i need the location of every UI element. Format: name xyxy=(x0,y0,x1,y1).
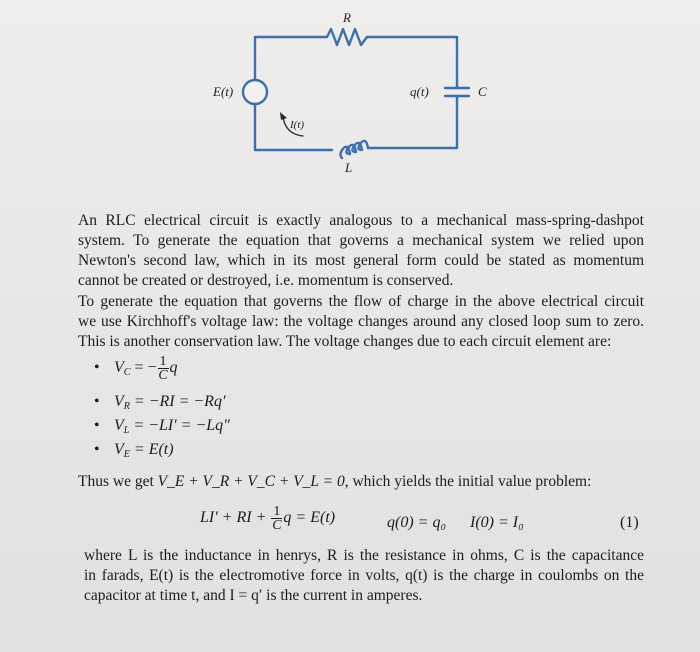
initial-condition-q: q(0) = q₀ xyxy=(387,514,447,531)
text-line: This is another conservation law. The voltage changes due to each circuit element are: xyxy=(78,333,612,350)
circuit-wires xyxy=(255,29,469,158)
charge-label: q(t) xyxy=(410,84,429,99)
current-label: I(t) xyxy=(290,119,305,131)
fraction: $\frac{1}{C}$ xyxy=(158,354,168,383)
bullet-ve: • $V_E = E(t)$ xyxy=(94,441,174,460)
text-line: An RLC electrical circuit is exactly analogous to a mechanical mass-spring-dashpot xyxy=(78,212,644,229)
text-line: cannot be created or destroyed, i.e. momentum is conserved. xyxy=(78,272,454,289)
rlc-circuit-diagram xyxy=(0,0,700,200)
inductor-symbol xyxy=(341,141,369,158)
text-line: in farads, E(t) is the electromotive force in volts, q(t) is the charge in coulombs on the xyxy=(84,567,644,584)
initial-condition-i: I(0) = I₀ xyxy=(470,514,524,531)
paragraph-definitions xyxy=(84,546,644,606)
capacitor-label: C xyxy=(478,84,487,99)
wire-right-bottom xyxy=(368,96,457,148)
bullet-vr: • $V_R = -RI = -Rq'$ xyxy=(94,393,226,412)
wire-top-left xyxy=(255,37,327,80)
text-line: Newton's second law, which in its most general form could be stated as momentum xyxy=(78,252,644,269)
inductor-label: L xyxy=(345,160,353,175)
paragraph-kirchhoff xyxy=(78,292,644,352)
equation-number: (1) xyxy=(620,514,639,531)
paragraph-thus: Thus we get V_E + V_R + V_C + V_L = 0, which yields the initial value problem: xyxy=(78,473,592,490)
text-line: capacitor at time t, and I = q′ is the current in amperes. xyxy=(84,587,423,604)
voltage-source-symbol xyxy=(243,80,267,104)
current-arrowhead xyxy=(280,112,287,120)
text-line: we use Kirchhoff's voltage law: the voltage changes around any closed loop sum to zero. xyxy=(78,313,644,330)
resistor-symbol xyxy=(327,29,367,45)
bullet-vl: • $V_L = -LI' = -Lq''$ xyxy=(94,417,230,436)
bullet-vc: • $V_C$ = − $\frac{1}{C}$ q xyxy=(94,354,178,383)
text-line: where L is the inductance in henrys, R is the resistance in ohms, C is the capacitance xyxy=(84,547,644,564)
resistor-label: R xyxy=(343,10,351,25)
text-line: To generate the equation that governs the flow of charge in the above electrical circuit xyxy=(78,293,644,310)
wire-top-right xyxy=(367,37,457,88)
ivp-equation: LI′ + RI + $\frac{1}{C}$ q = E(t) xyxy=(200,504,336,533)
text-line: system. To generate the equation that governs a mechanical system we relied upon xyxy=(78,232,644,249)
paragraph-analogy xyxy=(78,211,644,291)
source-label: E(t) xyxy=(213,84,234,99)
fraction: $\frac{1}{C}$ xyxy=(272,504,282,533)
